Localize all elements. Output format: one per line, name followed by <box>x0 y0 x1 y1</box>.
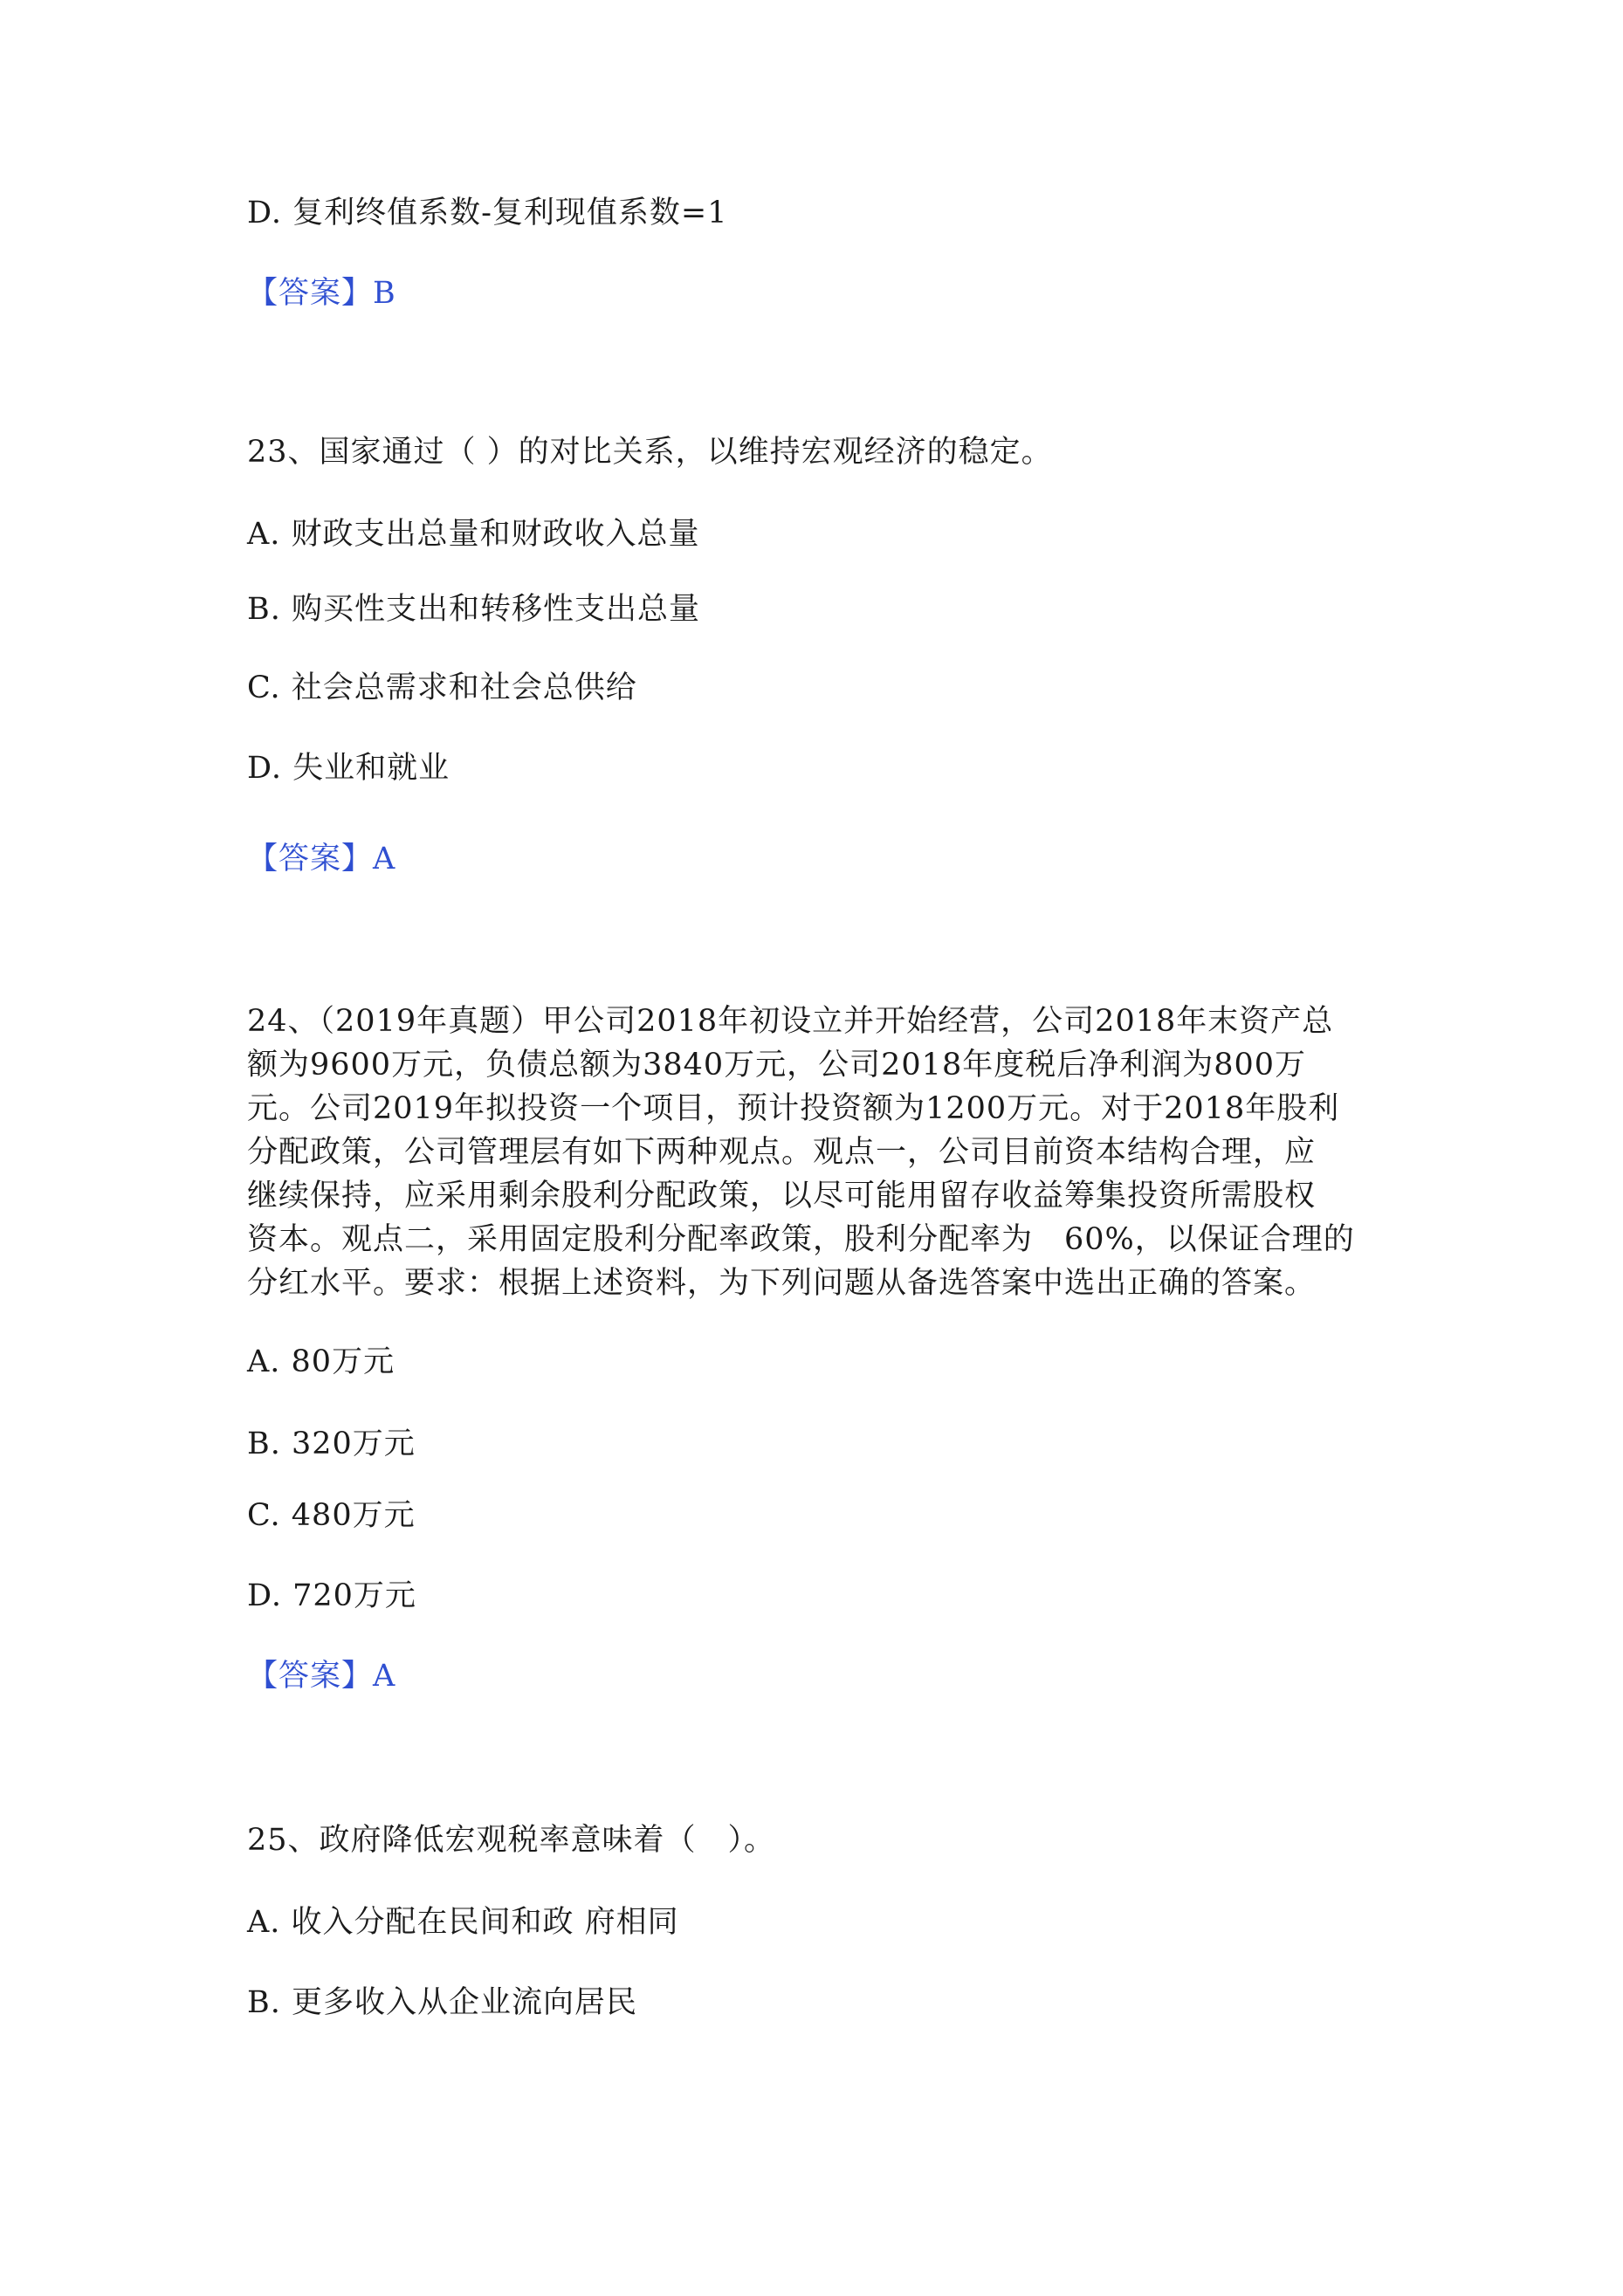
q24-stem-line: 分配政策，公司管理层有如下两种观点。观点一，公司目前资本结构合理，应 <box>247 1135 1317 1170</box>
q23-option-b: B. 购买性支出和转移性支出总量 <box>247 592 700 627</box>
q22-answer: 【答案】B <box>247 276 396 311</box>
q24-stem <box>247 1000 1355 1305</box>
q23-stem: 23、国家通过（ ）的对比关系，以维持宏观经济的稳定。 <box>247 435 1053 470</box>
q24-stem-line: 额为9600万元，负债总额为3840万元，公司2018年度税后净利润为800万 <box>247 1048 1307 1083</box>
q24-answer: 【答案】A <box>247 1659 396 1694</box>
q24-stem-line: 资本。观点二，采用固定股利分配率政策，股利分配率为 60%，以保证合理的 <box>247 1222 1355 1257</box>
q23-option-a: A. 财政支出总量和财政收入总量 <box>247 517 700 552</box>
q24-option-d: D. 720万元 <box>247 1578 416 1613</box>
q24-stem-line: 继续保持，应采用剩余股利分配政策，以尽可能用留存收益筹集投资所需股权 <box>247 1179 1317 1213</box>
q24-option-b: B. 320万元 <box>247 1426 416 1461</box>
q24-stem-line: 分红水平。要求：根据上述资料，为下列问题从备选答案中选出正确的答案。 <box>247 1266 1317 1301</box>
q24-option-a: A. 80万元 <box>247 1344 395 1379</box>
q24-stem-line: 元。公司2019年拟投资一个项目，预计投资额为1200万元。对于2018年股利 <box>247 1091 1340 1126</box>
q22-option-d: D. 复利终值系数-复利现值系数=1 <box>247 196 728 230</box>
q23-option-d: D. 失业和就业 <box>247 751 450 786</box>
q25-option-b: B. 更多收入从企业流向居民 <box>247 1985 637 2020</box>
q23-answer: 【答案】A <box>247 842 396 876</box>
q24-option-c: C. 480万元 <box>247 1498 416 1533</box>
q24-stem-line: 24、（2019年真题）甲公司2018年初设立并开始经营，公司2018年末资产总 <box>247 1004 1334 1039</box>
q25-stem: 25、政府降低宏观税率意味着（ ）。 <box>247 1823 776 1858</box>
q25-option-a: A. 收入分配在民间和政 府相同 <box>247 1905 679 1940</box>
q23-option-c: C. 社会总需求和社会总供给 <box>247 670 637 705</box>
